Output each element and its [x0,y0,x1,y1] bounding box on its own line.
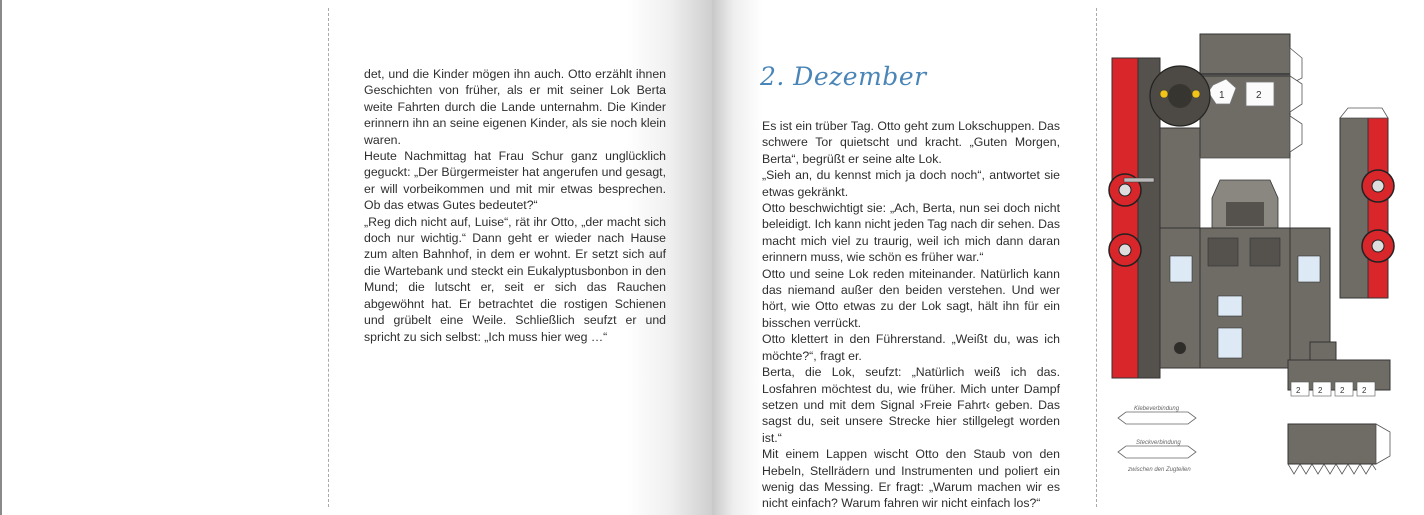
legend-glue-label: Klebeverbindung [1134,406,1180,412]
small-number: 2 [1340,386,1345,395]
page-edge [0,0,2,515]
small-number: 2 [1362,386,1367,395]
cab-body [1160,128,1330,368]
tab-strip-piece [1288,424,1390,474]
piece-number: 2 [1256,90,1262,101]
dome-piece [1200,76,1302,158]
paragraph: Otto beschwichtigt sie: „Ach, Berta, nun sei doch nicht beleidigt. Ich kann nicht jeden Tag nach dir sehen. Das macht mich viel zu traurig, weil ich mich dann daran erinnern muss, wie schön es früher war.“ [762,201,1060,265]
small-number: 2 [1296,386,1301,395]
piece-number: 1 [1219,90,1225,101]
legend-plug-label: Steckverbindung [1136,440,1181,446]
locomotive-cutout-illustration [1100,28,1400,498]
paragraph: Heute Nachmittag hat Frau Schur ganz unglücklich geguckt: „Der Bürgermeister hat angerufen und gesagt, er will vorbeikommen und mit mir etwas besprechen. Ob das etwas Gutes bedeutet?“ [364,149,666,213]
right-side-frame [1340,108,1394,298]
legend-between-label: zwischen den Zugteilen [1128,467,1191,473]
dashed-cut-line [1096,8,1097,507]
paragraph: „Reg dich nicht auf, Luise“, rät ihr Otto, „der macht sich doch nur wichtig.“ Dann geht er wieder nach Hause zum alten Bahnhof, in dem er wohnt. Er setzt sich auf die Wartebank und steckt ein Eukalyptusbonbon in den Mund; die lutscht er, seit er sich das Rauchen abgewöhnt hat. Er betrachtet die rostigen Schienen und grübelt eine Weile. Schließlich seufzt er und spricht zu sich selbst: „Ich muss hier weg …“ [364,214,666,344]
small-number: 2 [1318,386,1323,395]
left-body-text [364,66,666,345]
chapter-title: 2. Dezember [760,62,927,91]
paragraph: Otto klettert in den Führerstand. „Weißt du, was ich möchte?“, fragt er. [762,332,1060,363]
boiler-front [1150,66,1210,126]
paragraph: „Sieh an, du kennst mich ja doch noch“, antwortet sie etwas gekränkt. [762,168,1060,199]
paragraph: Mit einem Lappen wischt Otto den Staub von den Hebeln, Stellrädern und Instrumenten und poliert ein wenig das Messing. Er fragt: „Warum machen wir es nicht einfach? Warum fahren wir nicht einfach los?“ [762,447,1060,511]
paragraph: Otto und seine Lok reden miteinander. Natürlich kann das niemand außer den beiden verstehen. Und wer hört, wie Otto etwas zu der Lok sagt, hält ihn für ein bisschen verrückt. [762,266,1060,330]
paragraph: Berta, die Lok, seufzt: „Natürlich weiß ich das. Losfahren möchtest du, wie früher. Mich unter Dampf setzen und mit dem Signal ›Freie Fahrt‹ geben. Das sagst du, seit unsere Strecke hier stillgelegt worden ist.“ [762,365,1060,445]
connection-legend [1118,406,1196,473]
paragraph: det, und die Kinder mögen ihn auch. Otto erzählt ihnen Geschichten von früher, als er mit seiner Lok Berta weite Fahrten durch die Lande unternahm. Die Kinder erinnern ihn an seine eigenen Kinder, als sie noch klein waren. [364,67,666,147]
right-body-text [762,118,1060,512]
paragraph: Es ist ein trüber Tag. Otto geht zum Lokschuppen. Das schwere Tor quietscht und kracht. „Guten Morgen, Berta“, begrüßt er seine alte Lok. [762,119,1060,166]
dashed-cut-line [328,8,329,507]
right-page [712,0,1424,515]
